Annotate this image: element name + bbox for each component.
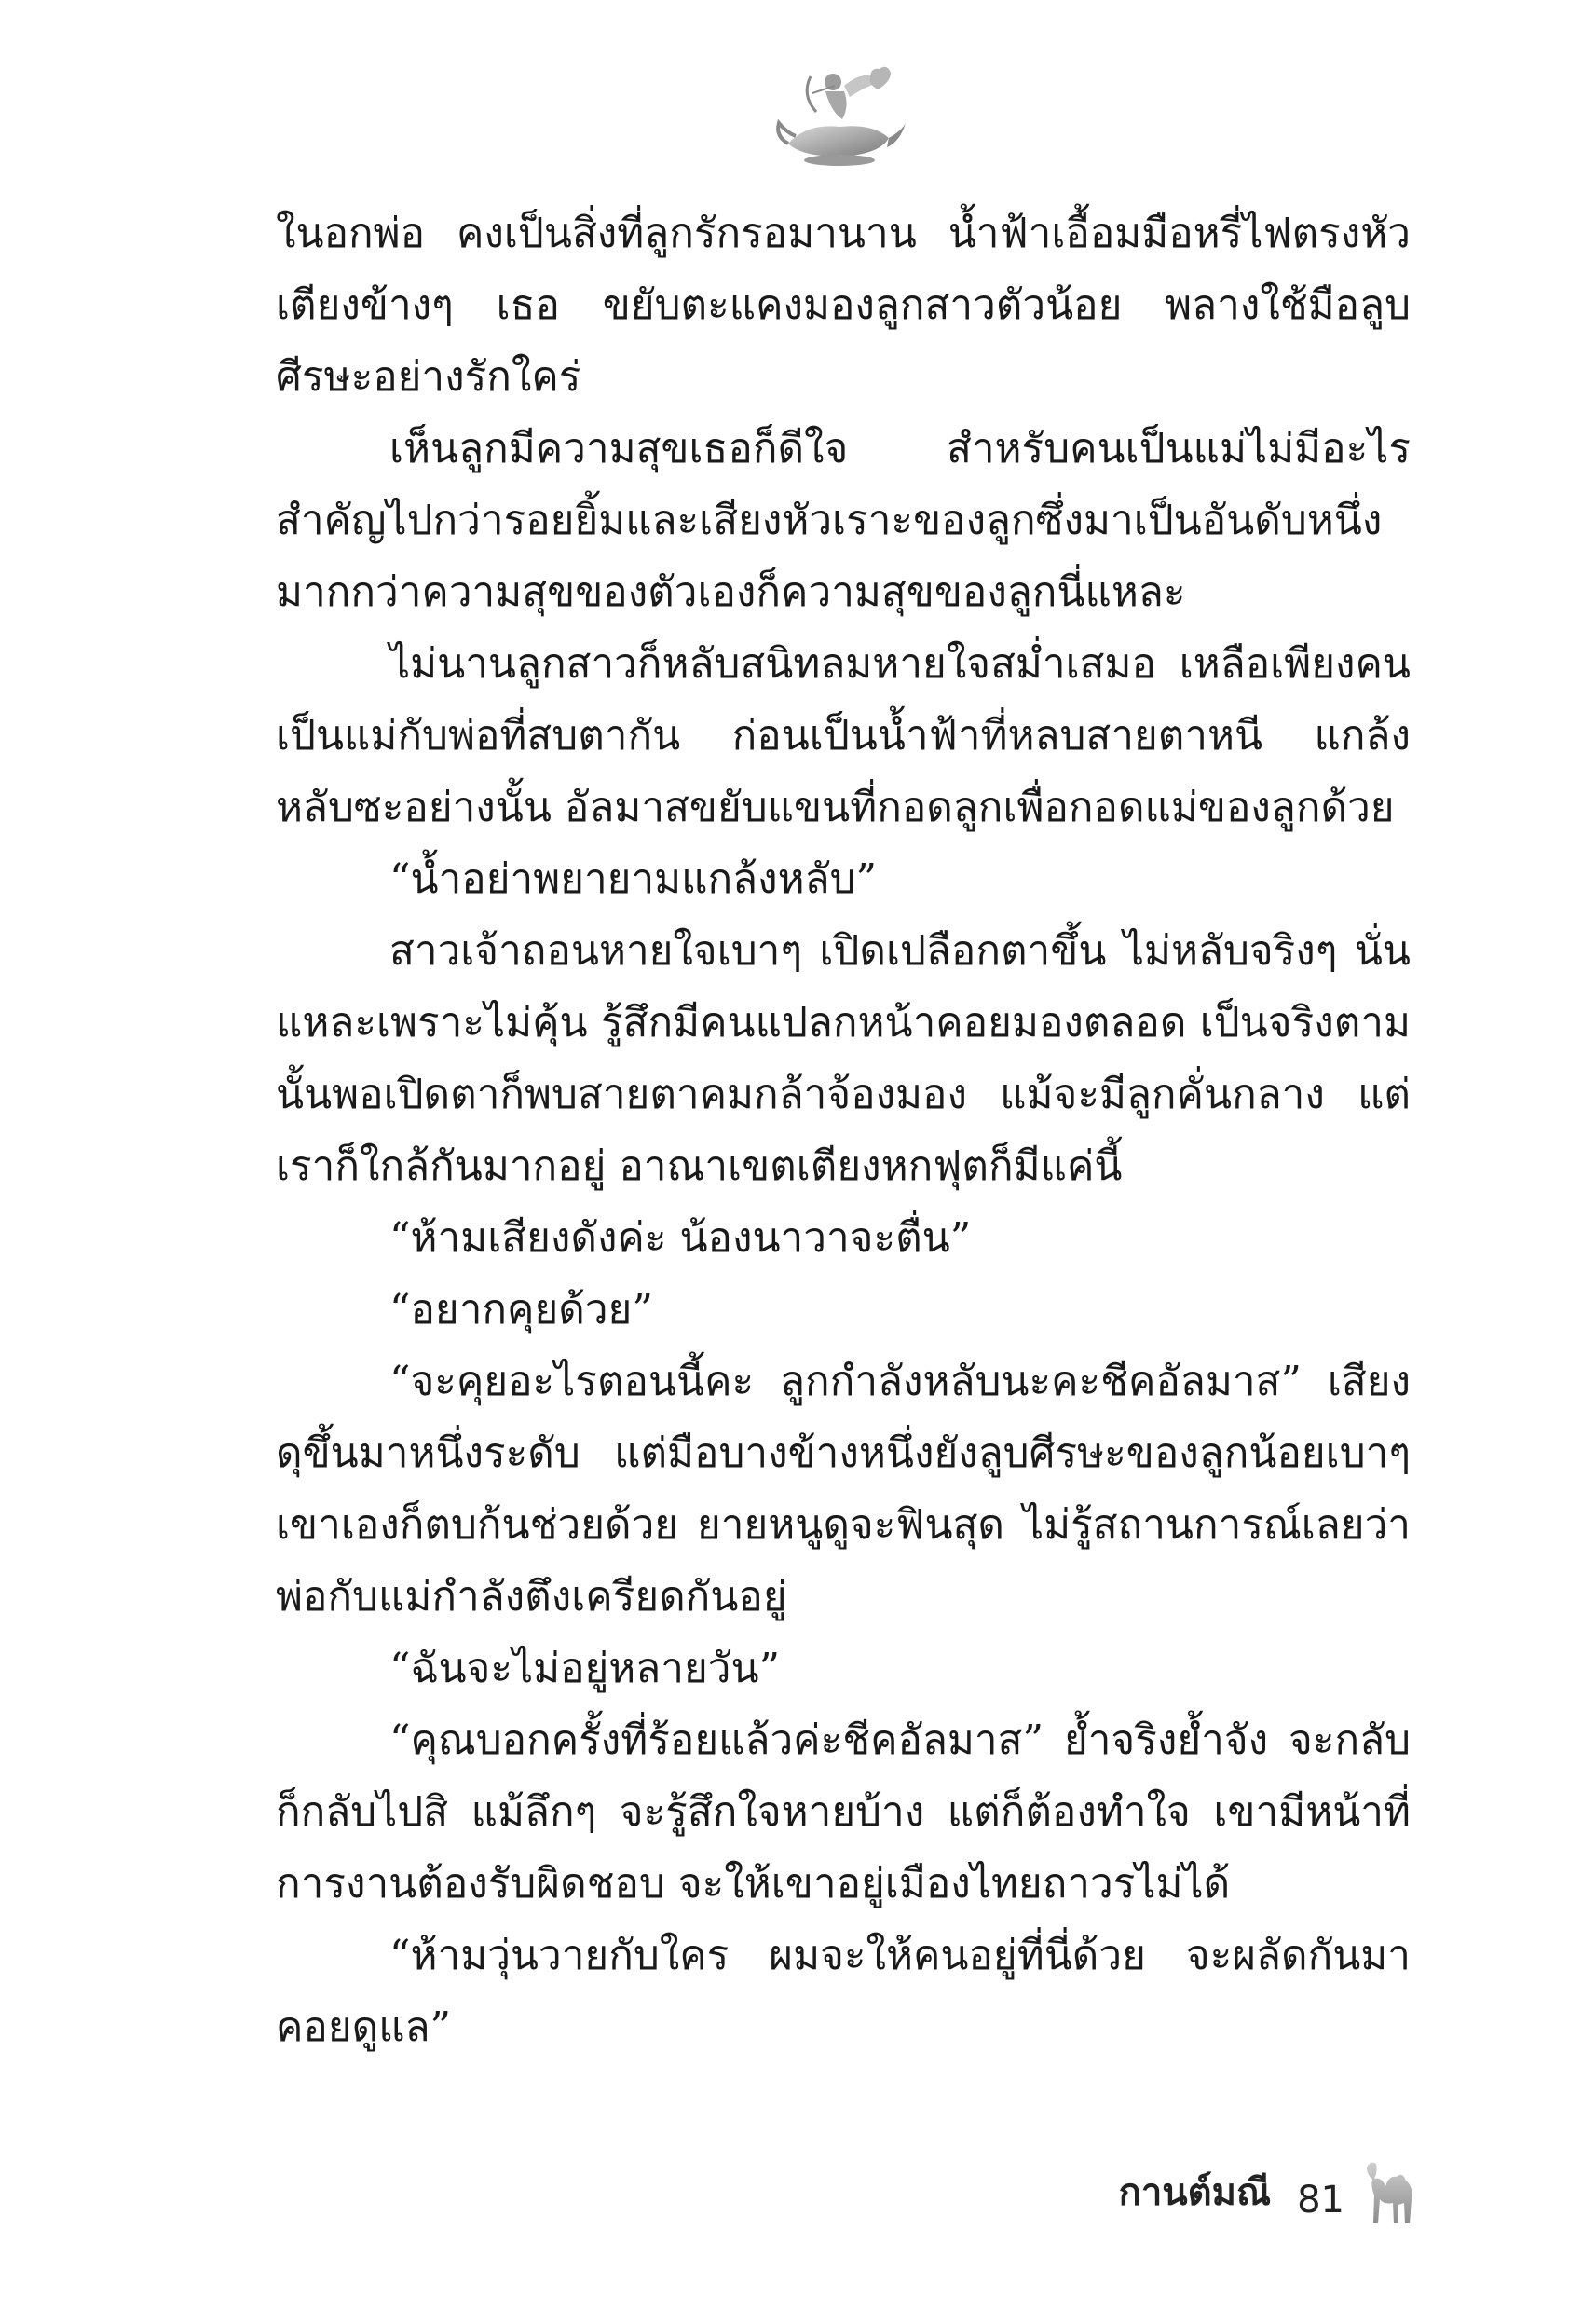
page-footer (1119, 2158, 1419, 2222)
paragraph: “คุณบอกครั้งที่ร้อยแล้วค่ะชีคอัลมาส” ย้ำจริงย้ำจัง จะกลับก็กลับไปสิ แม้ลึกๆ จะรู้สึกใจหายบ้าง แต่ก็ต้องทำใจ เขามีหน้าที่การงานต้องรับผิดชอบ จะให้เขาอยู่เมืองไทยถาวรไม่ได้ (276, 1716, 1411, 1908)
paragraph: ในอกพ่อ คงเป็นสิ่งที่ลูกรักรอมานาน น้ำฟ้าเอื้อมมือหรี่ไฟตรงหัวเตียงข้างๆ เธอ ขยับตะแคงมองลูกสาวตัวน้อย พลางใช้มือลูบศีรษะอย่างรักใคร่ (276, 210, 1411, 401)
paragraph: สาวเจ้าถอนหายใจเบาๆ เปิดเปลือกตาขึ้น ไม่หลับจริงๆ นั่นแหละเพราะไม่คุ้น รู้สึกมีคนแปลกหน้าคอยมองตลอด เป็นจริงตามนั้นพอเปิดตาก็พบสายตาคมกล้าจ้องมอง แม้จะมีลูกคั่นกลาง แต่เราก็ใกล้กันมากอยู่ อาณาเขตเตียงหกฟุตก็มีแค่นี้ (276, 927, 1411, 1190)
dialogue-line: “น้ำอย่าพยายามแกล้งหลับ” (389, 855, 878, 903)
dialogue-line: “ฉันจะไม่อยู่หลายวัน” (389, 1645, 781, 1692)
camel-icon (1361, 2158, 1419, 2227)
paragraph: ไม่นานลูกสาวก็หลับสนิทลมหายใจสม่ำเสมอ เหลือเพียงคนเป็นแม่กับพ่อที่สบตากัน ก่อนเป็นน้ำฟ้าที่หลบสายตาหนี แกล้งหลับซะอย่างนั้น อัลมาสขยับแขนที่กอดลูกเพื่อกอดแม่ของลูกด้วย (276, 640, 1411, 831)
paragraph: “จะคุยอะไรตอนนี้คะ ลูกกำลังหลับนะคะชีคอัลมาส” เสียงดุขึ้นมาหนึ่งระดับ แต่มือบางข้างหนึ่งยังลูบศีรษะของลูกน้อยเบาๆ เขาเองก็ตบก้นช่วยด้วย ยายหนูดูจะฟินสุด ไม่รู้สถานการณ์เลยว่าพ่อกับแม่กำลังตึงเครียดกันอยู่ (276, 1358, 1411, 1620)
page-number: 81 (1297, 2179, 1344, 2222)
dialogue-line: “อยากคุยด้วย” (389, 1286, 653, 1333)
paragraph: “ห้ามวุ่นวายกับใคร ผมจะให้คนอยู่ที่นี่ด้วย จะผลัดกันมาคอยดูแล” (276, 1932, 1411, 2051)
body-text (276, 198, 1411, 2063)
cupid-teapot-ornament-icon (770, 58, 909, 170)
author-name: กานต์มณี (1118, 2171, 1272, 2214)
dialogue-line: “ห้ามเสียงดังค่ะ น้องนาวาจะตื่น” (389, 1214, 972, 1262)
paragraph: เห็นลูกมีความสุขเธอก็ดีใจ สำหรับคนเป็นแม่ไม่มีอะไรสำคัญไปกว่ารอยยิ้มและเสียงหัวเราะของลูกซึ่งมาเป็นอันดับหนึ่ง มากกว่าความสุขของตัวเองก็ความสุขของลูกนี่แหละ (276, 425, 1411, 616)
